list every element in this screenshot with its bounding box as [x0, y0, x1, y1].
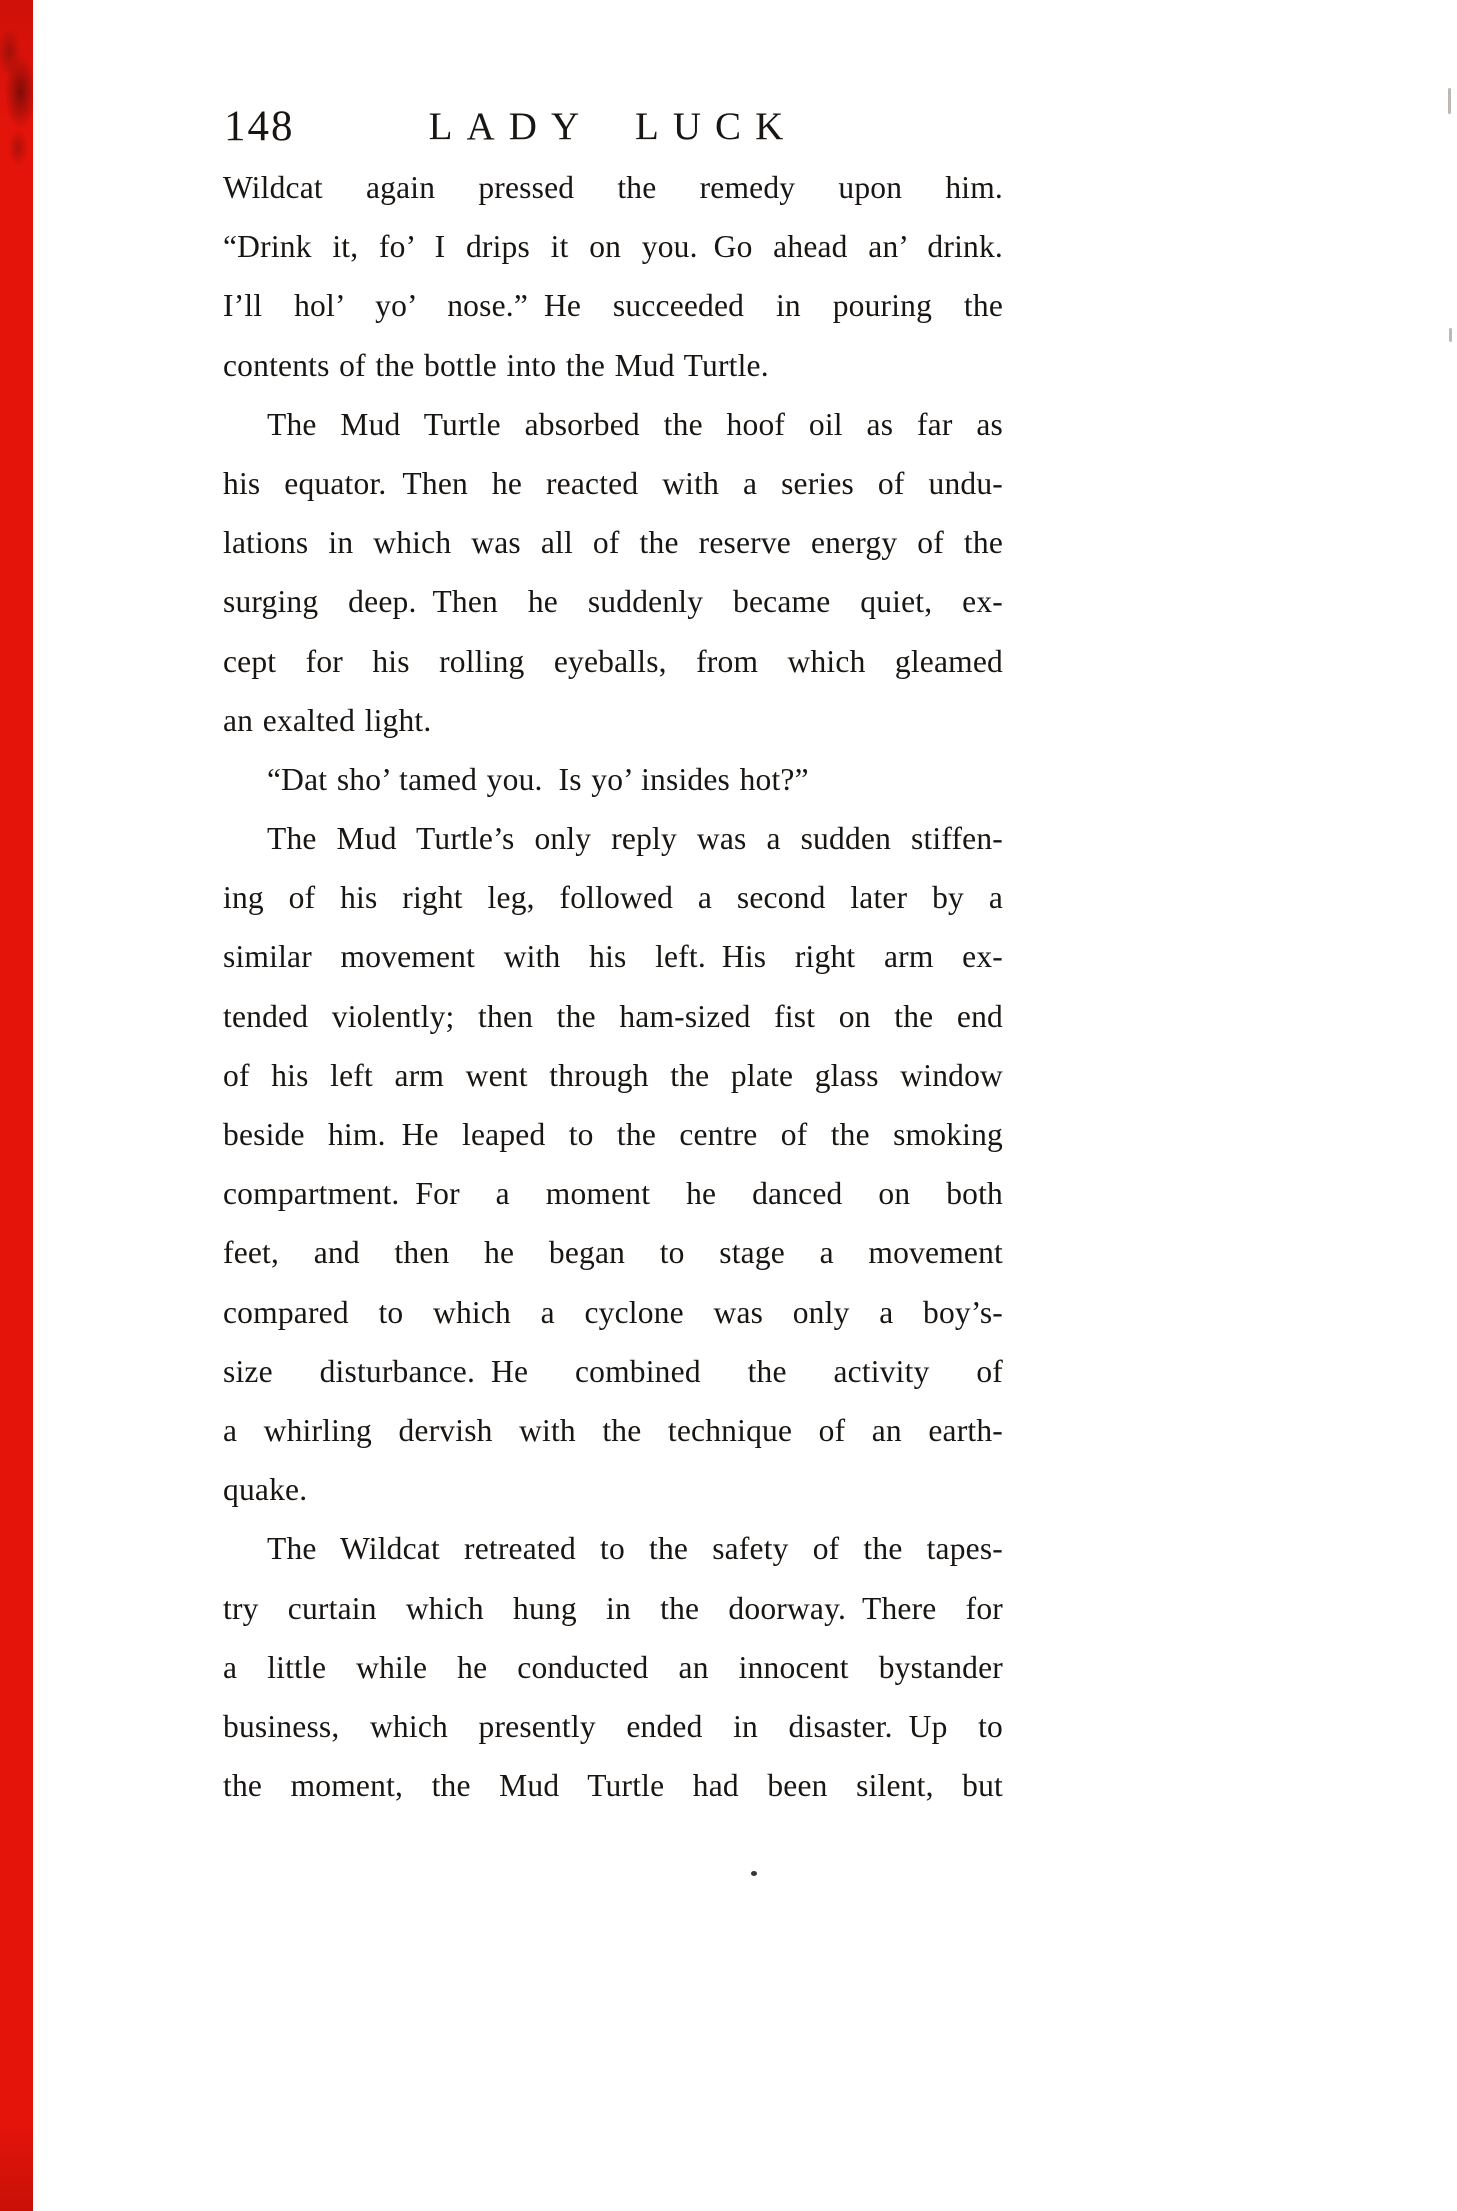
text-line: the moment, the Mud Turtle had been silent, but — [223, 1768, 1003, 1804]
text-line: lations in which was all of the reserve energy of the — [223, 525, 1003, 561]
text-line: of his left arm went through the plate glass window — [223, 1057, 1003, 1093]
text-line: compartment. For a moment he danced on both — [223, 1176, 1003, 1212]
text-line: contents of the bottle into the Mud Turtle. — [223, 347, 769, 383]
text-line: “Drink it, fo’ I drips it on you. Go ahead an’ drink. — [223, 229, 1003, 265]
text-line: The Mud Turtle’s only reply was a sudden stiffen- — [267, 821, 1003, 857]
text-line: similar movement with his left. His right arm ex- — [223, 939, 1003, 975]
text-line: size disturbance. He combined the activity of — [223, 1353, 1003, 1389]
body-lines — [223, 158, 1003, 1815]
text-line: I’ll hol’ yo’ nose.” He succeeded in pouring the — [223, 288, 1003, 324]
body-text — [223, 158, 1003, 1815]
book-spine-edge — [0, 0, 33, 2211]
text-line: his equator. Then he reacted with a series of undu- — [223, 465, 1003, 501]
text-line: a whirling dervish with the technique of an earth- — [223, 1412, 1003, 1448]
text-line: surging deep. Then he suddenly became quiet, ex- — [223, 584, 1003, 620]
text-line: feet, and then he began to stage a movement — [223, 1235, 1003, 1271]
text-line: compared to which a cyclone was only a boy’s- — [223, 1294, 1003, 1330]
text-line: The Wildcat retreated to the safety of the tapes- — [267, 1531, 1003, 1567]
scan-edge-artifact — [1449, 328, 1452, 342]
text-line: cept for his rolling eyeballs, from which gleamed — [223, 643, 1003, 679]
text-line: business, which presently ended in disaster. Up to — [223, 1708, 1003, 1744]
page-number: 148 — [224, 103, 295, 150]
text-line: tended violently; then the ham-sized fist on the end — [223, 998, 1003, 1034]
text-line: The Mud Turtle absorbed the hoof oil as far as — [267, 406, 1003, 442]
text-line: a little while he conducted an innocent bystander — [223, 1649, 1003, 1685]
text-line: try curtain which hung in the doorway. There for — [223, 1590, 1003, 1626]
page-header — [223, 96, 1003, 152]
text-line: “Dat sho’ tamed you. Is yo’ insides hot?” — [267, 761, 809, 797]
scan-speck — [751, 1871, 757, 1876]
text-line: quake. — [223, 1472, 308, 1508]
text-line: beside him. He leaped to the centre of the smoking — [223, 1117, 1003, 1152]
text-line: ing of his right leg, followed a second later by a — [223, 880, 1003, 916]
running-title: LADY LUCK — [428, 105, 798, 148]
text-line: an exalted light. — [223, 702, 432, 738]
text-line: Wildcat again pressed the remedy upon him. — [223, 170, 1003, 205]
scan-edge-artifact — [1448, 88, 1451, 114]
